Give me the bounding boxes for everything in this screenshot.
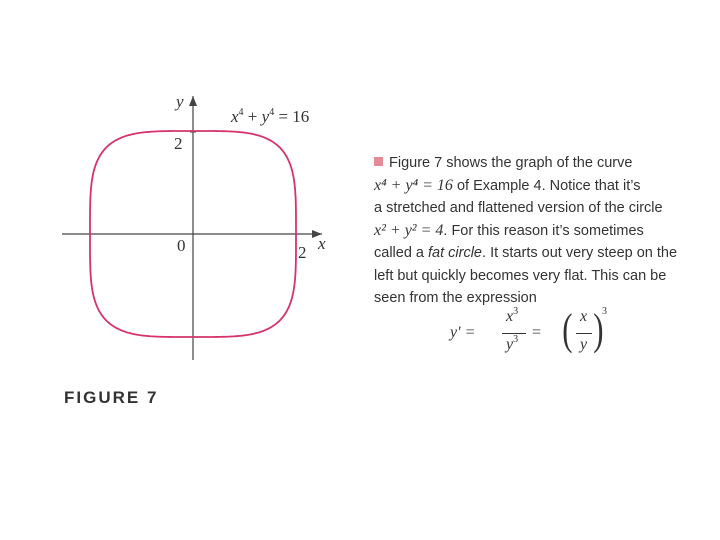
para-line-1 [374, 152, 694, 175]
eq-exp2: 4 [269, 107, 275, 118]
paren-exponent: 3 [602, 306, 607, 317]
para-line-6 [374, 265, 694, 288]
paren-fraction-bar [576, 333, 592, 334]
right-paren: ) [593, 305, 604, 354]
eq-rhs: = 16 [274, 107, 310, 126]
para-text-7: seen from the expression [374, 290, 537, 306]
eq-exp1: 4 [238, 107, 244, 118]
figure-caption: FIGURE 7 [64, 388, 159, 407]
para-line-2 [374, 175, 694, 198]
curve-equation [231, 107, 309, 127]
deriv-numerator: $x^3$ [506, 306, 519, 325]
para-fat-circle-term: fat circle [428, 245, 483, 261]
para-text-1: Figure 7 shows the graph of the curve [389, 155, 633, 171]
deriv-denominator: $y^3$ [506, 334, 519, 353]
eq-plus: + [243, 107, 262, 126]
y-axis-arrow [189, 96, 197, 106]
eq-y: y [261, 107, 270, 126]
para-text-4: . For this reason it’s sometimes [443, 222, 644, 239]
para-text-5a: called a [374, 245, 429, 261]
x-axis-label: x [318, 234, 326, 253]
y-axis-label: y [176, 92, 184, 111]
paren-numerator: x [580, 308, 588, 325]
bullet-marker [374, 157, 383, 166]
para-eq-quartic: x⁴ + y⁴ = 16 [374, 176, 453, 194]
para-line-4 [374, 220, 694, 243]
left-paren: ( [562, 305, 573, 354]
origin-label: 0 [177, 236, 186, 255]
x-tick-label: 2 [298, 243, 307, 262]
para-text-2: of Example 4. Notice that it’s [452, 177, 641, 194]
para-eq-circle: x² + y² = 4 [374, 221, 444, 239]
eq-x: x [231, 107, 239, 126]
para-text-3: a stretched and flattened version of the circle [374, 200, 663, 216]
explanation-paragraph [374, 152, 694, 310]
derivative-expression [450, 306, 630, 366]
paren-denominator: y [580, 336, 588, 353]
deriv-equals: = [532, 324, 542, 341]
y-tick-label: 2 [174, 134, 183, 153]
para-line-5 [374, 242, 694, 265]
deriv-lhs: y′ = [450, 324, 476, 341]
para-text-6: left but quickly becomes very flat. This can be [374, 267, 667, 284]
para-text-5b: . It starts out very steep on the [482, 245, 678, 261]
para-line-3 [374, 197, 694, 220]
